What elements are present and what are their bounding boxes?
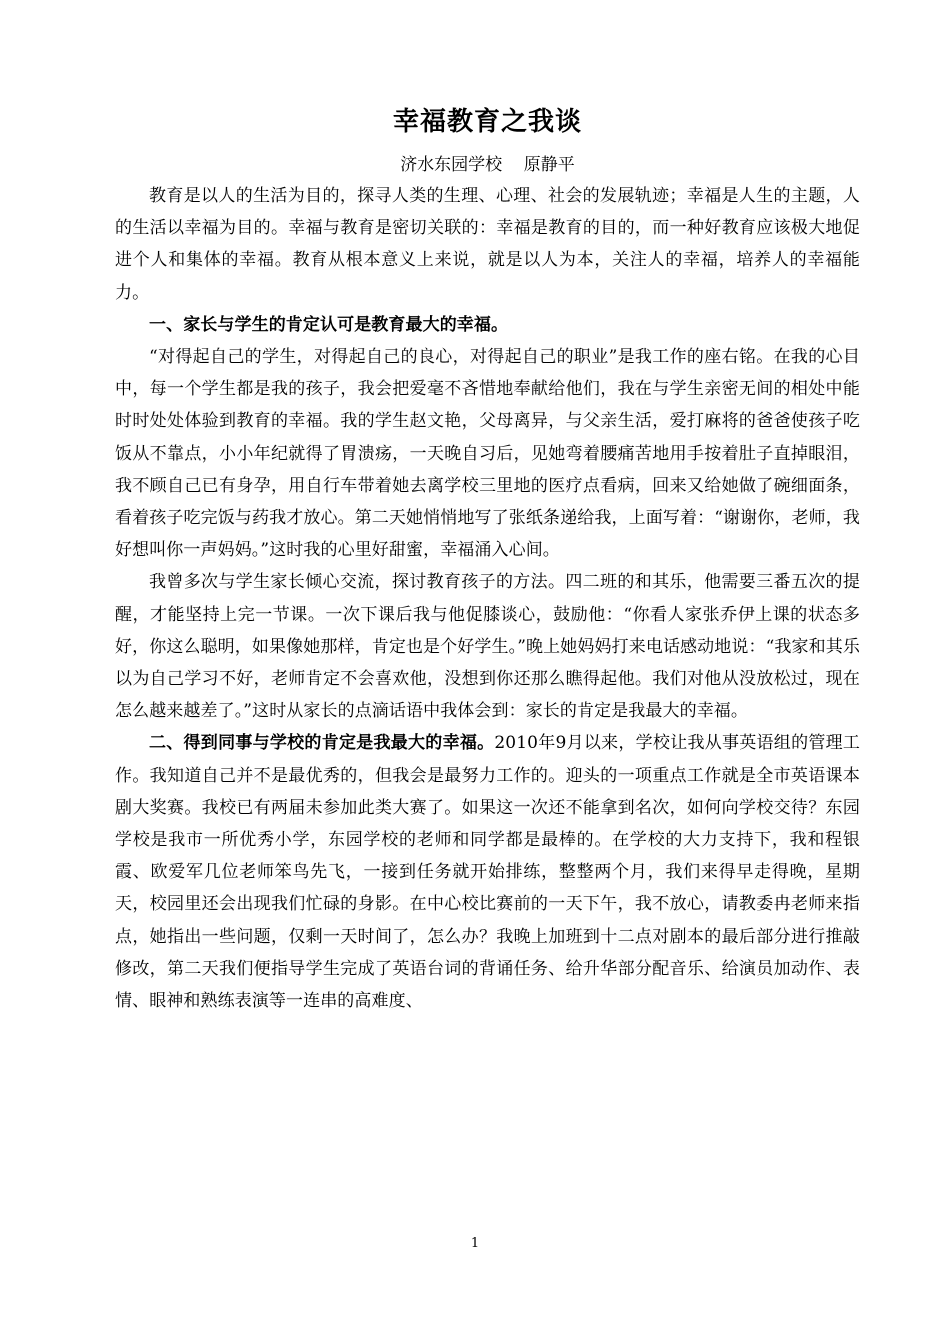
author-byline: 济水东园学校 原静平 xyxy=(400,155,575,175)
section1-paragraph-1: “对得起自己的学生，对得起自己的良心，对得起自己的职业”是我工作的座右铭。在我的心目中，每一个学生都是我的孩子，我会把爱毫不吝惜地奉献给他们，我在与学生亲密无间的相处中能时时处处体验到教育的幸福。我的学生赵文艳，父母离异，与父亲生活，爱打麻将的爸爸使孩子吃饭从不靠点，小小年纪就得了胃溃疡，一天晚自习后，见她弯着腰痛苦地用手按着肚子直掉眼泪，我不顾自己已有身孕，用自行车带着她去离学校三里地的医疗点看病，回来又给她做了碗细面条，看着孩子吃完饭与药我才放心。第二天她悄悄地写了张纸条递给我，上面写着：“谢谢你，老师，我好想叫你一声妈妈。”这时我的心里好甜蜜，幸福涌入心间。 xyxy=(115,347,860,561)
section2-body: 2010年9月以来，学校让我从事英语组的管理工作。我知道自己并不是最优秀的，但我会是最努力工作的。迎头的一项重点工作就是全市英语课本剧大奖赛。我校已有两届未参加此类大赛了。如果这一次还不能拿到名次，如何向学校交待？东园学校是我市一所优秀小学，东园学校的老师和同学都是最棒的。在学校的大力支持下，我和程银霞、欧爱军几位老师笨鸟先飞，一接到任务就开始排练，整整两个月，我们来得早走得晚，星期天，校园里还会出现我们忙碌的身影。在中心校比赛前的一天下午，我不放心，请教委冉老师来指点，她指出一些问题，仅剩一天时间了，怎么办？我晚上加班到十二点对剧本的最后部分进行推敲修改，第二天我们便指导学生完成了英语台词的背诵任务、给升华部分配音乐、给演员加动作、表情、眼神和熟练表演等一连串的高难度、 xyxy=(115,733,860,1012)
document-title: 幸福教育之我谈 xyxy=(392,107,582,137)
section2-heading: 二、得到同事与学校的肯定是我最大的幸福。 xyxy=(149,733,495,754)
page-number: 1 xyxy=(470,1236,480,1251)
intro-paragraph: 教育是以人的生活为目的，探寻人类的生理、心理、社会的发展轨迹；幸福是人生的主题，人的生活以幸福为目的。幸福与教育是密切关联的：幸福是教育的目的，而一种好教育应该极大地促进个人和集体的幸福。教育从根本意义上来说，就是以人为本，关注人的幸福，培养人的幸福能力。 xyxy=(115,186,860,303)
section2-paragraph xyxy=(115,727,860,1017)
section1-heading: 一、家长与学生的肯定认可是教育最大的幸福。 xyxy=(149,314,509,335)
document-page xyxy=(115,100,860,1017)
section1-paragraph-2: 我曾多次与学生家长倾心交流，探讨教育孩子的方法。四二班的和其乐，他需要三番五次的提醒，才能坚持上完一节课。一次下课后我与他促膝谈心，鼓励他：“你看人家张乔伊上课的状态多好，你这么聪明，如果像她那样，肯定也是个好学生。”晚上她妈妈打来电话感动地说：“我家和其乐以为自己学习不好，老师肯定不会喜欢他，没想到你还那么瞧得起他。我们对他从没放松过，现在怎么越来越差了。”这时从家长的点滴话语中我体会到：家长的肯定是我最大的幸福。 xyxy=(115,572,860,722)
